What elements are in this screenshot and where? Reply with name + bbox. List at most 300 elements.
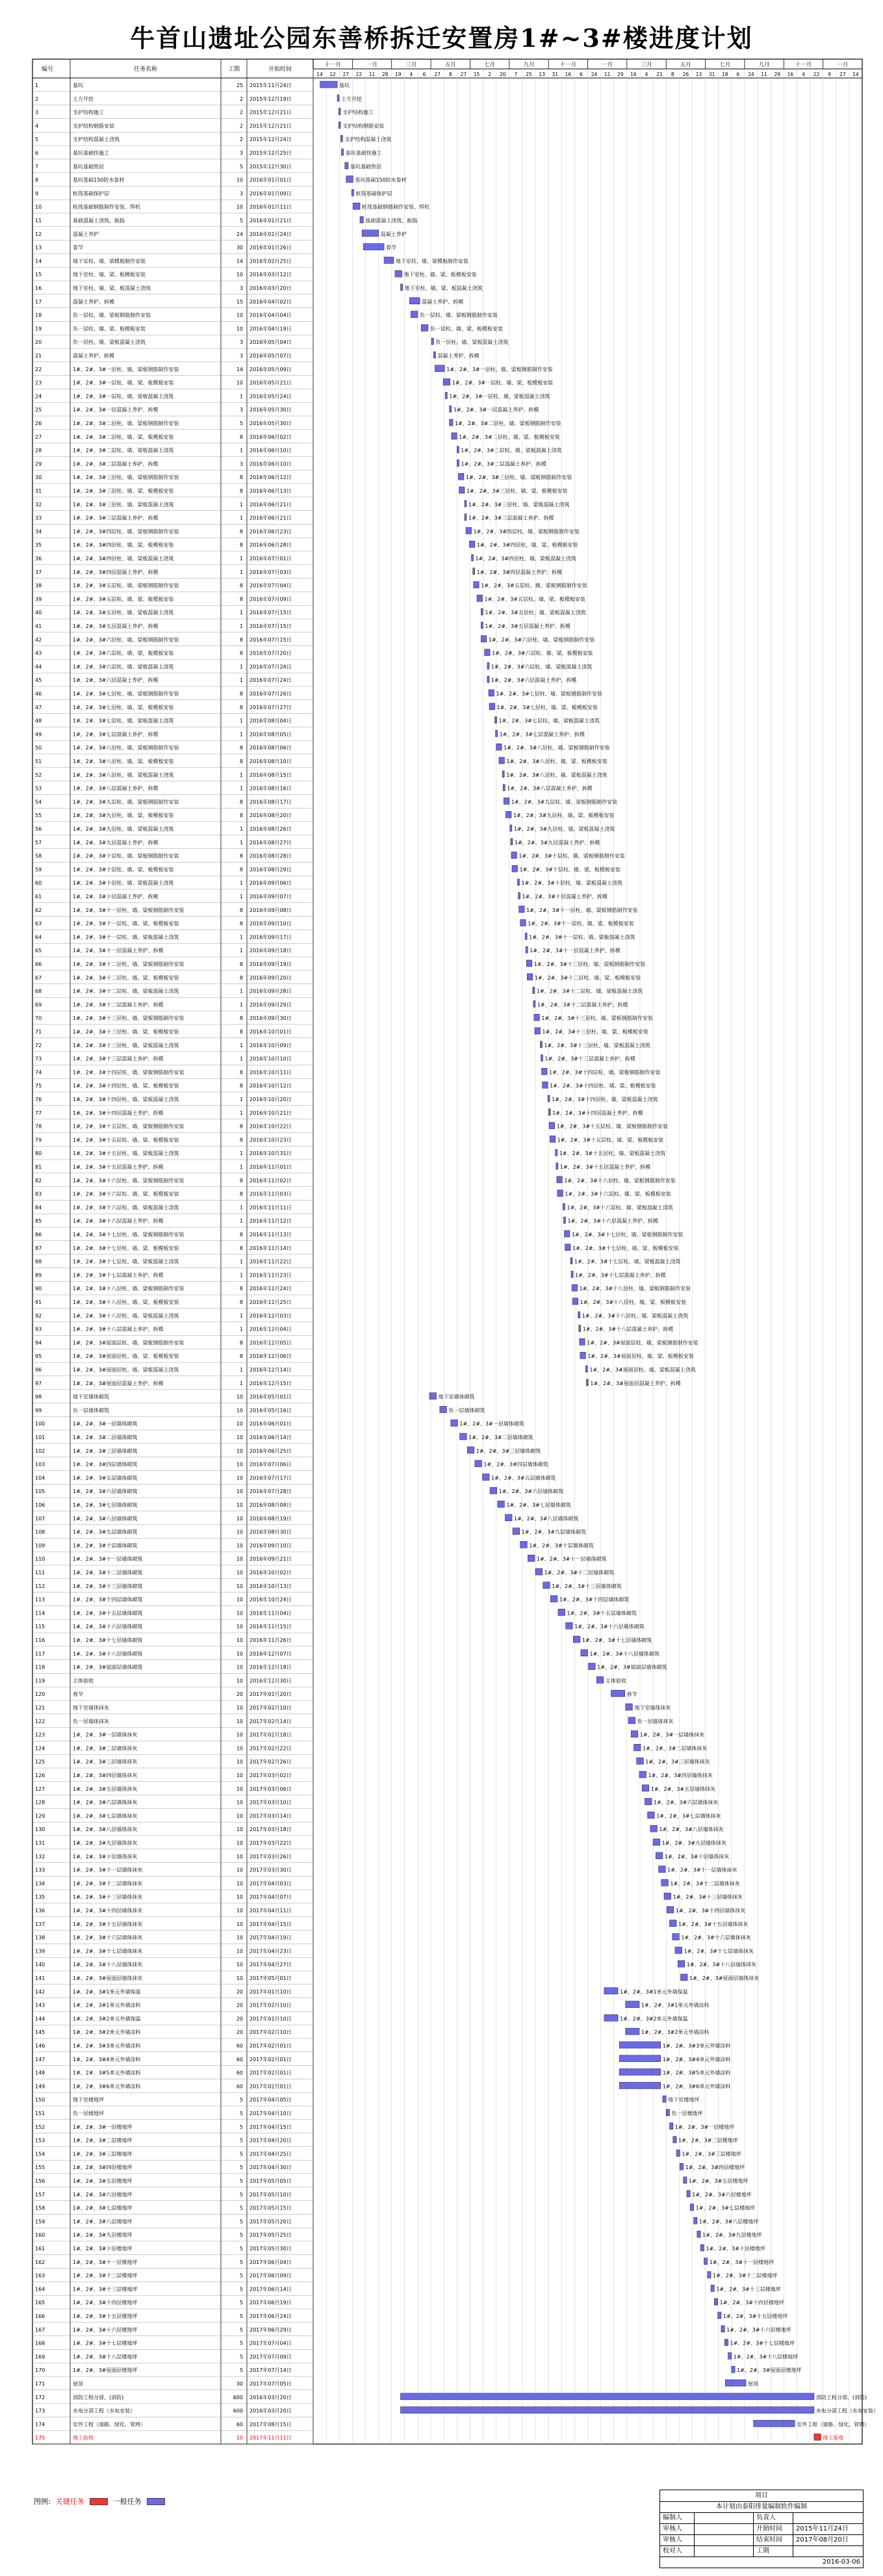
task-id: 79	[35, 1137, 42, 1143]
info-cell	[695, 2524, 754, 2534]
task-start: 2016年09月08日	[250, 907, 292, 913]
day-label: 6	[422, 72, 426, 77]
task-bar-label: 1#、2#、3#六层墙体抹灰	[653, 1799, 719, 1806]
task-name: 1#、2#、3#十二层混凝土养护、拆模	[73, 1002, 164, 1008]
task-bar	[339, 122, 340, 128]
task-bar-label: 基坑基础垫层	[350, 163, 382, 170]
task-start: 2016年11月22日	[250, 1258, 292, 1265]
task-bar-label: 1#、2#、3#十二层柱、墙、梁板钢筋制作安装	[533, 961, 646, 967]
task-start: 2017年05月05日	[250, 2178, 292, 2184]
task-id: 44	[35, 664, 42, 670]
task-id: 92	[35, 1312, 42, 1319]
task-id: 80	[35, 1151, 42, 1157]
task-name: 1#、2#、3#十二层墙体砌筑	[73, 1570, 143, 1576]
task-name: 1#、2#、3#一层墙体抹灰	[73, 1732, 138, 1738]
task-start: 2016年06月25日	[250, 1448, 292, 1454]
task-duration: 8	[239, 1083, 243, 1089]
info-cell: 审核人	[660, 2524, 695, 2534]
task-id: 164	[35, 2286, 45, 2293]
task-name: 1#、2#、3#十三层混凝土养护、拆模	[73, 1056, 164, 1062]
task-id: 95	[35, 1353, 42, 1360]
task-bar-label: 1#、2#、3#十四层墙体砌筑	[559, 1596, 630, 1603]
task-bar	[573, 1636, 580, 1643]
task-start: 2016年06月14日	[250, 1435, 292, 1440]
month-label: 三月	[641, 62, 652, 68]
task-duration: 8	[239, 1232, 243, 1238]
task-name: 屋顶	[73, 2381, 83, 2387]
task-id: 77	[35, 1110, 42, 1116]
task-start: 2016年05月30日	[250, 421, 292, 426]
task-name: 负一层柱、墙、梁板钢筋制作安装	[73, 312, 151, 319]
task-bar-label: 1#、2#、3#八层柱、墙、梁板混凝土浇筑	[506, 772, 608, 778]
task-id: 75	[35, 1083, 42, 1089]
task-name: 1#、2#、3#十五层柱、墙、梁、板模板安装	[73, 1137, 179, 1143]
task-bar	[450, 419, 453, 426]
task-bar	[700, 2244, 704, 2251]
task-bar-label: 1#、2#、3#十一层墙体砌筑	[536, 1556, 607, 1563]
task-id: 162	[35, 2259, 45, 2265]
task-name: 1#、2#、3#十层楼地坪	[73, 2246, 133, 2252]
task-duration: 10	[236, 1421, 243, 1427]
task-start: 2016年07月28日	[250, 1489, 292, 1495]
task-duration: 10	[236, 1664, 243, 1671]
task-start: 2017年04月07日	[250, 1894, 292, 1901]
task-id: 39	[35, 596, 42, 603]
task-start: 2017年06月09日	[250, 2272, 292, 2279]
task-bar-label: 1#、2#、3#十一层楼地坪	[709, 2259, 774, 2265]
task-name: 1#、2#、3#1单元外墙保温	[73, 1988, 141, 1995]
task-name: 1#、2#、3#四层柱、墙、梁板钢筋制作安装	[73, 528, 179, 535]
task-name: 1#、2#、3#八层柱、墙、梁板钢筋制作安装	[73, 745, 179, 751]
task-bar	[346, 176, 353, 183]
day-label: 29	[617, 72, 624, 77]
task-start: 2016年10月02日	[250, 1570, 292, 1576]
task-duration: 8	[239, 1137, 243, 1143]
task-duration: 10	[236, 1502, 243, 1508]
task-bar	[337, 95, 339, 101]
day-label: 24	[748, 72, 754, 77]
task-bar	[704, 2258, 707, 2265]
task-bar-label: 1#、2#、3#十四层混凝土养护、拆模	[552, 1110, 643, 1116]
task-duration: 5	[239, 2286, 243, 2293]
task-bar-label: 1#、2#、3#四层楼地坪	[685, 2165, 745, 2171]
task-name: 1#、2#、3#十二层墙体抹灰	[73, 1880, 143, 1887]
task-id: 96	[35, 1367, 42, 1373]
task-start: 2017年07月09日	[250, 2354, 292, 2360]
task-start: 2016年10月23日	[250, 1137, 292, 1143]
task-bar	[589, 1663, 596, 1670]
task-duration: 5	[239, 2300, 243, 2306]
task-bar-label: 1#、2#、3#九层混凝土养护、拆模	[514, 839, 600, 846]
task-name: 1#、2#、3#十三层柱、墙、梁板混凝土浇筑	[73, 1042, 179, 1048]
task-duration: 1	[239, 988, 243, 995]
task-id: 29	[35, 461, 42, 467]
task-duration: 600	[233, 2394, 243, 2400]
task-bar	[510, 825, 512, 831]
task-name: 1#、2#、3#三层柱、墙、梁板钢筋制作安装	[73, 475, 179, 481]
task-id: 112	[35, 1583, 45, 1589]
task-bar-label: 1#、2#、3#一层柱、墙、梁、板模板安装	[452, 380, 554, 386]
day-label: 31	[708, 72, 715, 77]
task-id: 61	[35, 894, 42, 900]
task-id: 120	[35, 1691, 45, 1698]
task-duration: 24	[236, 231, 243, 237]
task-bar	[619, 2055, 661, 2062]
task-bar-label: 1#、2#、3#十层柱、墙、梁板钢筋制作安装	[518, 853, 625, 859]
task-duration: 8	[239, 1299, 243, 1305]
task-bar-label: 地下室楼地坪	[668, 2097, 700, 2103]
task-bar-label: 支护结构混凝土浇筑	[344, 137, 392, 143]
task-duration: 10	[236, 1975, 243, 1981]
task-id: 59	[35, 866, 42, 873]
task-bar	[499, 757, 504, 764]
task-bar-label: 1#、2#、3#十一层柱、墙、梁板混凝土浇筑	[529, 934, 635, 941]
task-id: 63	[35, 920, 42, 927]
task-bar	[526, 946, 528, 953]
task-start: 2016年08月10日	[250, 759, 292, 764]
task-bar	[666, 2109, 669, 2116]
task-start: 2017年03月18日	[250, 1827, 292, 1833]
task-start: 2015年11月24日	[250, 83, 292, 88]
task-bar-label: 1#、2#、3#十四层柱、墙、梁板钢筋制作安装	[549, 1069, 661, 1076]
task-name: 混凝土养护、拆模	[73, 298, 114, 305]
task-duration: 1	[239, 610, 243, 616]
task-id: 52	[35, 772, 42, 778]
task-bar	[466, 527, 471, 534]
task-bar	[520, 1541, 528, 1548]
day-label: 27	[839, 72, 846, 77]
task-id: 53	[35, 785, 42, 792]
task-bar	[687, 2191, 690, 2197]
task-start: 2016年10月22日	[250, 1123, 292, 1130]
task-start: 2016年05月30日	[250, 407, 292, 413]
task-bar	[678, 1960, 685, 1967]
task-duration: 1	[239, 623, 243, 629]
task-duration: 5	[239, 2111, 243, 2116]
info-cell	[695, 2546, 754, 2556]
task-name: 1#、2#、3#十三层柱、墙、梁、板模板安装	[73, 1029, 179, 1035]
task-name: 1#、2#、3#十六层柱、墙、梁、板模板安装	[73, 1191, 179, 1197]
month-label: 十一月	[559, 62, 577, 68]
task-bar-label: 1#、2#、3#十二层楼地坪	[713, 2272, 778, 2279]
day-label: 26	[682, 72, 689, 77]
task-id: 84	[35, 1204, 42, 1211]
task-name: 1#、2#、3#十一层混凝土养护、拆模	[73, 948, 164, 954]
task-bar	[528, 1555, 535, 1561]
task-duration: 1	[239, 839, 243, 846]
task-bar-label: 1#、2#、3#十七层混凝土养护、拆模	[575, 1272, 666, 1279]
task-bar	[648, 1812, 655, 1818]
task-id: 122	[35, 1718, 45, 1724]
task-duration: 8	[239, 813, 243, 819]
task-start: 2016年08月29日	[250, 866, 292, 873]
task-id: 82	[35, 1177, 42, 1184]
task-name: 1#、2#、3#5单元外墙涂料	[73, 2070, 141, 2076]
task-duration: 1	[239, 1272, 243, 1279]
task-duration: 1	[239, 894, 243, 900]
task-duration: 10	[236, 272, 243, 278]
task-name: 1#、2#、3#二层柱、墙、梁、板模板安装	[73, 434, 174, 440]
task-bar-label: 1#、2#、3#十四层柱、墙、梁、板模板安装	[550, 1083, 656, 1089]
task-duration: 1	[239, 1164, 243, 1170]
task-start: 2016年12月30日	[250, 1678, 292, 1684]
task-id: 88	[35, 1258, 42, 1265]
task-bar-label: 水电分部工程（水电安装）	[815, 2408, 878, 2414]
task-name: 1#、2#、3#十四层墙体砌筑	[73, 1596, 143, 1603]
info-cell: 2015年11月24日	[796, 2525, 849, 2532]
info-cell: 结束时间	[754, 2535, 793, 2545]
day-label: 4	[409, 72, 413, 77]
task-duration: 10	[236, 1934, 243, 1941]
task-start: 2016年07月24日	[250, 664, 292, 670]
task-name: 1#、2#、3#6单元外墙涂料	[73, 2083, 141, 2090]
task-name: 1#、2#、3#2单元外墙涂料	[73, 2029, 141, 2036]
day-label: 25	[526, 72, 532, 77]
task-bar	[732, 2366, 735, 2373]
task-bar-label: 1#、2#、3#十二层混凝土养护、拆模	[537, 1002, 628, 1008]
task-duration: 8	[239, 1015, 243, 1022]
task-duration: 8	[239, 1286, 243, 1292]
task-duration: 8	[239, 920, 243, 927]
task-id: 143	[35, 2002, 45, 2009]
task-start: 2017年08月15日	[250, 2421, 292, 2428]
task-name: 1#、2#、3#十二层柱、墙、梁板混凝土浇筑	[73, 988, 179, 995]
task-start: 2016年04月19日	[250, 326, 292, 332]
task-bar-label: 1#、2#、3#九层柱、墙、梁、板模板安装	[513, 813, 615, 819]
task-bar-label: 主体验收	[605, 1678, 626, 1684]
task-bar-label: 1#、2#、3#十三层柱、墙、梁板钢筋制作安装	[541, 1015, 653, 1022]
day-label: 18	[721, 72, 728, 77]
task-id: 6	[35, 150, 39, 156]
task-id: 38	[35, 582, 42, 589]
task-name: 1#、2#、3#十三层楼地坪	[73, 2286, 138, 2293]
info-cell	[793, 2513, 863, 2523]
task-id: 148	[35, 2070, 45, 2076]
task-start: 2016年12月15日	[250, 1380, 292, 1386]
task-name: 1#、2#、3#十一层柱、墙、梁板钢筋制作安装	[73, 907, 185, 913]
task-start: 2017年06月19日	[250, 2300, 292, 2306]
task-duration: 10	[236, 1448, 243, 1454]
task-name: 室外工程（道路、绿化、管网）	[73, 2421, 146, 2428]
task-id: 55	[35, 813, 42, 819]
task-duration: 10	[236, 1867, 243, 1873]
task-id: 56	[35, 826, 42, 832]
task-duration: 10	[236, 1596, 243, 1603]
task-duration: 20	[236, 2002, 243, 2009]
task-id: 141	[35, 1975, 45, 1981]
task-duration: 5	[239, 2205, 243, 2211]
task-bar-label: 基坑	[339, 83, 350, 88]
task-name: 1#、2#、3#七层墙体砌筑	[73, 1502, 138, 1508]
task-name: 1#、2#、3#八层柱、墙、梁、板模板安装	[73, 759, 174, 764]
task-start: 2016年11月24日	[250, 1286, 292, 1292]
task-bar-label: 屋顶	[748, 2381, 759, 2387]
task-id: 4	[35, 123, 39, 129]
task-bar	[548, 1109, 550, 1115]
task-name: 1#、2#、3#五层柱、墙、梁、板模板安装	[73, 596, 174, 603]
task-duration: 10	[236, 1705, 243, 1711]
task-name: 1#、2#、3#三层楼地坪	[73, 2151, 133, 2157]
task-id: 31	[35, 488, 42, 494]
task-start: 2017年04月05日	[250, 2097, 292, 2103]
task-duration: 10	[236, 380, 243, 386]
task-duration: 3	[239, 407, 243, 413]
task-duration: 8	[239, 582, 243, 589]
month-label: 一月	[602, 62, 613, 68]
task-bar-label: 室外工程（道路、绿化、管网）	[797, 2421, 870, 2428]
task-bar-label: 地下室墙体抹灰	[634, 1705, 671, 1711]
task-id: 20	[35, 339, 42, 346]
task-bar-label: 负一层墙体抹灰	[637, 1718, 674, 1724]
task-name: 支护结构混凝土浇筑	[73, 137, 120, 143]
task-id: 36	[35, 556, 42, 562]
task-start: 2016年06月10日	[250, 447, 292, 454]
task-bar	[667, 1906, 674, 1913]
task-duration: 10	[236, 1624, 243, 1630]
task-start: 2016年12月06日	[250, 1353, 292, 1360]
legend	[34, 2496, 165, 2506]
task-duration: 1	[239, 1380, 243, 1386]
task-duration: 5	[239, 2218, 243, 2225]
task-bar-label: 1#、2#、3#十层柱、墙、梁板混凝土浇筑	[521, 880, 622, 887]
task-bar	[460, 1433, 467, 1440]
task-bar-label: 1#、2#、3#一层墙体抹灰	[639, 1732, 705, 1738]
task-name: 1#、2#、3#十八层墙体抹灰	[73, 1962, 143, 1968]
task-bar-label: 桩筏基础钢筋制作安装、焊机	[362, 204, 430, 211]
task-duration: 1	[239, 1258, 243, 1265]
task-bar	[543, 1082, 548, 1088]
task-start: 2017年07月14日	[250, 2367, 292, 2374]
task-bar	[558, 1609, 565, 1615]
task-start: 2016年09月10日	[250, 1542, 292, 1549]
task-bar-label: 1#、2#、3#十层混凝土养护、拆模	[522, 894, 608, 900]
task-bar-label: 1#、2#、3#四层柱、墙、梁板混凝土浇筑	[475, 556, 576, 562]
task-name: 1#、2#、3#四层柱、墙、梁板混凝土浇筑	[73, 556, 174, 562]
task-start: 2016年08月16日	[250, 785, 292, 792]
task-start: 2016年10月13日	[250, 1583, 292, 1589]
task-name: 1#、2#、3#三层混凝土养护、拆模	[73, 515, 159, 521]
task-start: 2016年04月02日	[250, 298, 292, 305]
task-start: 2016年08月08日	[250, 1502, 292, 1508]
task-id: 67	[35, 974, 42, 981]
task-id: 33	[35, 515, 42, 521]
task-name: 1#、2#、3#十四层柱、墙、梁板混凝土浇筑	[73, 1097, 179, 1102]
task-id: 85	[35, 1218, 42, 1225]
task-name: 1#、2#、3#九层墙体抹灰	[73, 1840, 138, 1846]
task-bar-label: 1#、2#、3#七层楼地坪	[695, 2205, 755, 2211]
task-duration: 10	[236, 1962, 243, 1968]
task-start: 2017年01月10日	[250, 1988, 292, 1995]
task-id: 139	[35, 1948, 45, 1955]
task-bar	[457, 447, 459, 453]
task-id: 117	[35, 1650, 45, 1657]
task-duration: 10	[236, 177, 243, 183]
task-name: 1#、2#、3#十七层混凝土养护、拆模	[73, 1272, 164, 1279]
task-id: 91	[35, 1299, 42, 1305]
task-name: 地下室楼地坪	[73, 2097, 104, 2103]
day-label: 6	[736, 72, 740, 77]
task-duration: 5	[239, 163, 243, 170]
task-id: 172	[35, 2394, 45, 2400]
task-duration: 1	[239, 1326, 243, 1333]
task-name: 1#、2#、3#二层混凝土养护、拆模	[73, 461, 159, 467]
month-label: 七月	[719, 62, 731, 68]
task-bar-label: 1#、2#、3#四层柱、墙、梁、板模板安装	[476, 542, 578, 549]
task-start: 2016年07月04日	[250, 582, 292, 589]
day-label: 13	[539, 72, 545, 77]
task-bar	[673, 2137, 676, 2143]
task-name: 桩筏基础保护层	[73, 190, 109, 197]
task-duration: 1	[239, 556, 243, 562]
task-bar	[564, 1230, 569, 1237]
task-name: 1#、2#、3#三层墙体抹灰	[73, 1759, 138, 1765]
task-duration: 5	[239, 2246, 243, 2252]
task-start: 2017年04月19日	[250, 1934, 292, 1941]
task-bar	[339, 109, 340, 115]
task-bar-label: 1#、2#、3#五层墙体砌筑	[491, 1475, 556, 1481]
task-name: 负一层墙体砌筑	[73, 1407, 109, 1414]
info-row	[660, 2546, 863, 2557]
task-start: 2017年06月14日	[250, 2286, 292, 2293]
task-bar-label: 1#、2#、3#三层混凝土养护、拆模	[468, 515, 554, 521]
task-name: 主体验收	[73, 1678, 94, 1684]
task-start: 2016年08月20日	[250, 813, 292, 819]
task-duration: 3	[239, 190, 243, 197]
task-bar	[724, 2339, 728, 2346]
task-bar	[670, 2123, 673, 2129]
task-name: 1#、2#、3#一层楼地坪	[73, 2124, 133, 2130]
task-id: 167	[35, 2326, 45, 2333]
task-id: 147	[35, 2056, 45, 2062]
task-id: 17	[35, 298, 42, 305]
task-bar	[496, 730, 498, 736]
task-duration: 10	[236, 1475, 243, 1481]
task-bar	[518, 892, 520, 899]
task-start: 2017年04月27日	[250, 1962, 292, 1968]
task-start: 2017年05月01日	[250, 1975, 292, 1981]
day-label: 6	[580, 72, 583, 77]
task-duration: 25	[236, 83, 243, 88]
task-name: 1#、2#、3#一层柱、墙、梁板钢筋制作安装	[73, 366, 179, 372]
task-bar	[519, 906, 524, 913]
task-bar	[465, 514, 467, 521]
task-name: 支护结构施工	[73, 109, 104, 116]
task-name: 1#、2#、3#十六层柱、墙、梁板混凝土浇筑	[73, 1204, 179, 1211]
task-bar	[650, 1825, 658, 1832]
task-duration: 2	[239, 137, 243, 143]
task-id: 175	[35, 2435, 45, 2441]
info-cell: 负责人	[754, 2513, 793, 2523]
task-bar	[481, 608, 483, 615]
task-bar	[477, 595, 482, 601]
task-bar-label: 1#、2#、3#二层混凝土养护、拆模	[461, 461, 546, 467]
task-start: 2017年02月18日	[250, 1732, 292, 1738]
task-id: 129	[35, 1813, 45, 1819]
task-duration: 10	[236, 1407, 243, 1414]
task-bar	[489, 703, 494, 710]
task-bar-label: 1#、2#、3#七层墙体砌筑	[506, 1502, 571, 1508]
task-bar-label: 1#、2#、3#九层楼地坪	[702, 2232, 762, 2239]
task-start: 2016年08月17日	[250, 799, 292, 805]
task-duration: 10	[236, 1529, 243, 1535]
month-label: 五月	[444, 62, 456, 68]
task-bar-label: 1#、2#、3#十六层柱、墙、梁板混凝土浇筑	[567, 1204, 673, 1211]
day-label: 27	[434, 72, 441, 77]
task-duration: 1	[239, 1367, 243, 1373]
task-id: 127	[35, 1786, 45, 1792]
task-id: 101	[35, 1435, 45, 1440]
task-start: 2016年09月18日	[250, 948, 292, 954]
